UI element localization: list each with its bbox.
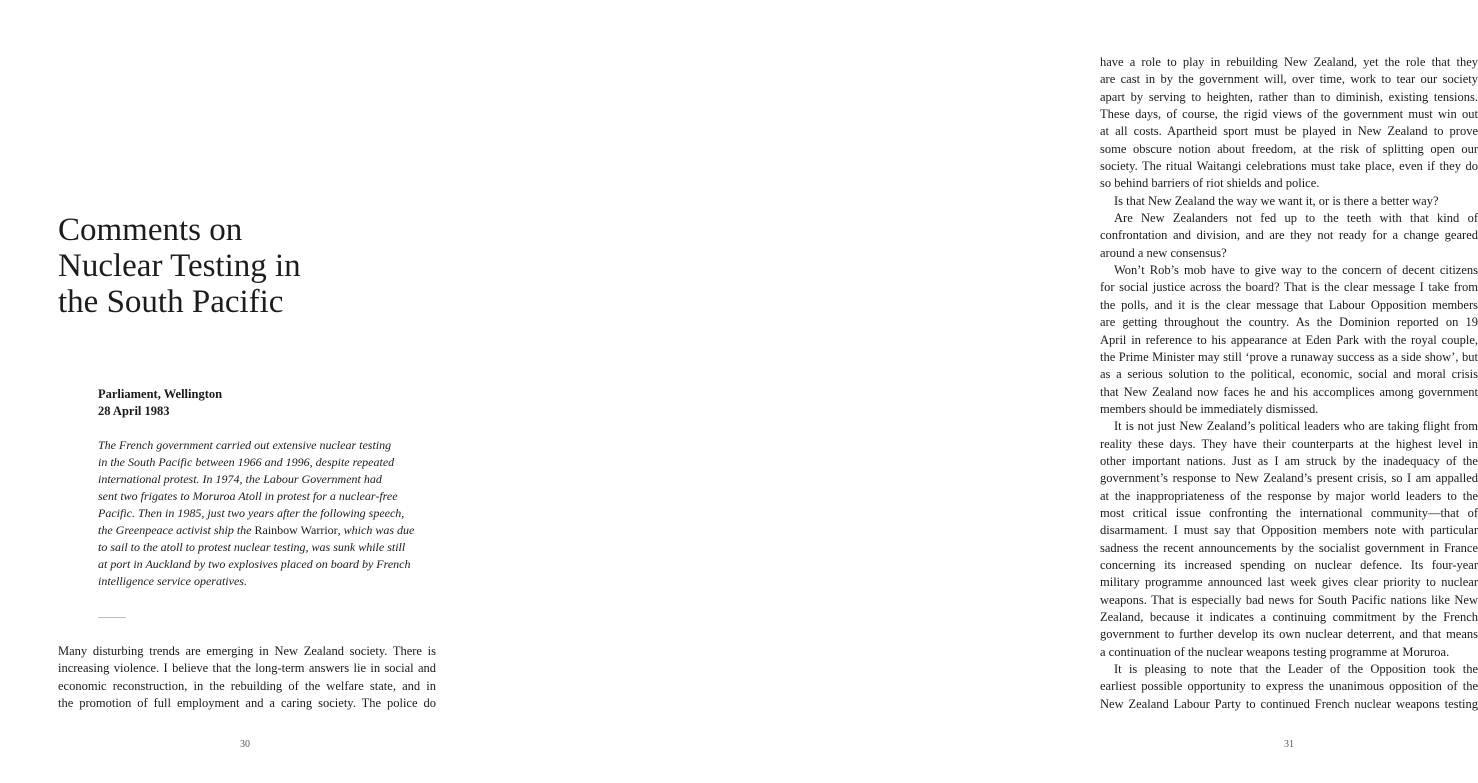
text-line: apart by serving to heighten, rather than to diminish, existing tensions.: [1100, 89, 1478, 104]
text-line: sadness the recent announcements by the socialist government in France: [1100, 540, 1478, 555]
text-line: confrontation and division, and are they not ready for a change geared: [1100, 228, 1478, 243]
left-page: [0, 0, 512, 783]
text-line: most critical issue confronting the international community—that of: [1100, 505, 1478, 520]
text-line: for social justice across the board? That is the clear message I take from: [1100, 280, 1478, 295]
text-line: economic reconstruction, in the rebuilding of the welfare state, and in: [58, 678, 436, 693]
paragraph: [1100, 418, 1478, 661]
text-line: increasing violence. I believe that the long-term answers lie in social and: [58, 661, 436, 676]
intro-text: the Greenpeace activist ship the: [98, 523, 255, 537]
intro-line: intelligence service operatives.: [98, 574, 247, 588]
text-line: as a serious solution to the political, economic, social and moral crisis: [1100, 367, 1478, 382]
title-line: Nuclear Testing in: [58, 248, 301, 284]
text-line: are cast in by the government will, over time, work to tear our society: [1100, 72, 1478, 87]
text-line: so behind barriers of riot shields and police.: [1100, 176, 1320, 191]
intro-line: [98, 522, 428, 539]
paragraph: [1100, 661, 1478, 713]
paragraph: [1100, 54, 1478, 193]
intro-note: [98, 437, 428, 590]
text-line: Are New Zealanders not fed up to the teeth with that kind of: [1114, 211, 1478, 226]
speech-date: 28 April 1983: [98, 404, 170, 418]
text-line: Zealand, because it indicates a continuing commitment by the French: [1100, 610, 1478, 624]
ship-name: Rainbow Warrior: [254, 523, 338, 537]
text-line: the Prime Minister may still ‘prove a runaway success as a side show’, but: [1100, 349, 1478, 364]
text-line: weapons. That is especially bad news for South Pacific nations like New: [1100, 592, 1478, 607]
intro-line: international protest. In 1974, the Labour Government had: [98, 472, 382, 486]
intro-line: The French government carried out extensive nuclear testing: [98, 438, 392, 452]
title-line: Comments on: [58, 212, 243, 248]
paragraph: [1100, 193, 1478, 210]
text-line: Won’t Rob’s mob have to give way to the concern of decent citizens: [1114, 263, 1478, 278]
text-line: It is pleasing to note that the Leader of the Opposition took the: [1114, 662, 1478, 677]
text-line: society. The ritual Waitangi celebrations must take place, even if they do: [1100, 159, 1478, 174]
intro-line: at port in Auckland by two explosives placed on board by French: [98, 557, 411, 571]
speech-venue: Parliament, Wellington: [98, 387, 223, 401]
chapter-title: [58, 212, 458, 320]
intro-text: , which was due: [337, 523, 415, 537]
text-line: the promotion of full employment and a caring society. The police do: [58, 696, 436, 711]
text-line: a continuation of the nuclear weapons testing programme at Moruroa.: [1100, 644, 1450, 659]
text-line: concerning its increased spending on nuclear defence. Its four-year: [1100, 557, 1478, 572]
text-line: reality these days. They have their counterparts at the highest level in: [1100, 436, 1478, 451]
text-line: that New Zealand now faces he and his accomplices among government: [1100, 384, 1478, 399]
speech-venue-block: [98, 386, 222, 420]
intro-line: sent two frigates to Moruroa Atoll in protest for a nuclear-free: [98, 489, 398, 503]
text-line: other important nations. Just as I am struck by the inadequacy of the: [1100, 453, 1478, 468]
text-line: the polls, and it is the clear message that Labour Opposition members: [1100, 297, 1478, 312]
body-text-left: [58, 643, 436, 712]
text-line: government to further develop its own nuclear deterrent, and that means: [1100, 627, 1478, 642]
intro-line: Pacific. Then in 1985, just two years after the following speech,: [98, 506, 405, 520]
paragraph: [1100, 210, 1478, 262]
text-line: some obscure notion about freedom, at the risk of splitting open our: [1100, 141, 1478, 156]
page-number: 30: [240, 739, 250, 750]
text-line: Many disturbing trends are emerging in New Zealand society. There is: [58, 644, 436, 658]
section-divider: [98, 617, 126, 618]
text-line: are getting throughout the country. As the Dominion reported on 19: [1100, 315, 1478, 330]
paragraph: [1100, 262, 1478, 418]
intro-line: to sail to the atoll to protest nuclear testing, was sunk while still: [98, 540, 406, 554]
text-line: at the inappropriateness of the response by major world leaders to the: [1100, 488, 1478, 503]
body-text-right: [1100, 54, 1478, 713]
text-line: have a role to play in rebuilding New Zealand, yet the role that they: [1100, 55, 1478, 69]
text-line: It is not just New Zealand’s political leaders who are taking flight from: [1114, 419, 1478, 434]
text-line: earliest possible opportunity to express the unanimous opposition of the: [1100, 679, 1478, 694]
title-line: the South Pacific: [58, 284, 284, 320]
text-line: government’s response to New Zealand’s present crisis, so I am appalled: [1100, 471, 1478, 486]
text-line: military programme announced last week gives clear priority to nuclear: [1100, 575, 1478, 590]
intro-line: in the South Pacific between 1966 and 1996, despite repeated: [98, 455, 395, 469]
text-line: New Zealand Labour Party to continued French nuclear weapons testing: [1100, 696, 1478, 711]
text-line: These days, of course, the rigid views of the government must win out: [1100, 107, 1478, 122]
text-line: Is that New Zealand the way we want it, or is there a better way?: [1114, 193, 1439, 208]
page-number: 31: [1284, 739, 1294, 750]
paragraph: [58, 643, 436, 712]
text-line: members should be immediately dismissed.: [1100, 401, 1319, 416]
right-page: [512, 0, 1478, 783]
text-line: around a new consensus?: [1100, 245, 1227, 260]
text-line: April in reference to his appearance at Eden Park with the royal couple,: [1100, 332, 1478, 347]
text-line: disarmament. I must say that Opposition members note with particular: [1100, 523, 1478, 538]
text-line: at all costs. Apartheid sport must be played in New Zealand to prove: [1100, 124, 1478, 139]
